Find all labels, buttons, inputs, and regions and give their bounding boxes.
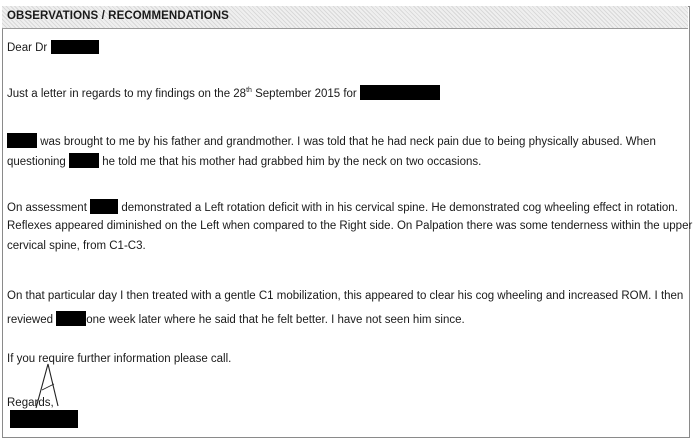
para1-text: was brought to me by his father and grandmother. I was told that he had neck pain due to being physically abused. When — [40, 136, 656, 148]
intro-text-end: September 2015 for — [251, 88, 357, 100]
para1-text: he told me that his mother had grabbed him by the neck on two occasions. — [102, 156, 482, 168]
para2-text: On assessment — [7, 202, 87, 214]
para2-line1 — [7, 199, 678, 214]
para2-text: Reflexes appeared diminished on the Left when compared to the Right side. On Palpation there was some tenderness within the upper — [7, 220, 693, 232]
redaction-block — [360, 85, 440, 100]
redaction-block — [7, 133, 37, 148]
para1-text: questioning — [7, 156, 66, 168]
closing-request: If you require further information please call. — [7, 353, 232, 365]
redaction-block — [90, 199, 118, 214]
intro-text: Just a letter in regards to my findings on the 28 — [7, 88, 247, 100]
para1-line1 — [7, 133, 656, 148]
para3-text: one week later where he said that he felt better. I have not seen him since. — [86, 314, 465, 326]
para2-line3 — [7, 240, 146, 252]
redaction-block — [69, 153, 99, 168]
signature-scribble — [30, 360, 70, 410]
closing-regards: Regards, — [7, 397, 54, 409]
intro-line — [7, 85, 440, 100]
intro-superscript: th — [246, 87, 252, 94]
section-title: OBSERVATIONS / RECOMMENDATIONS — [7, 10, 229, 22]
para1-line2 — [7, 153, 481, 168]
para2-text: cervical spine, from C1-C3. — [7, 240, 146, 252]
para2-line2 — [7, 220, 692, 232]
redaction-block — [10, 410, 78, 428]
para3-line2 — [7, 311, 465, 326]
para3-text: reviewed — [7, 314, 54, 326]
salutation: Dear Dr — [7, 42, 48, 54]
salutation-line — [7, 40, 99, 54]
para3-line1 — [7, 290, 683, 302]
redaction-block — [51, 40, 99, 54]
para3-text: On that particular day I then treated with a gentle C1 mobilization, this appeared to clear his cog wheeling and increased ROM. I then — [7, 290, 684, 302]
para2-text: demonstrated a Left rotation deficit with in his cervical spine. He demonstrated cog wheeling effect in rotation. — [121, 202, 678, 214]
redaction-block — [56, 311, 86, 326]
